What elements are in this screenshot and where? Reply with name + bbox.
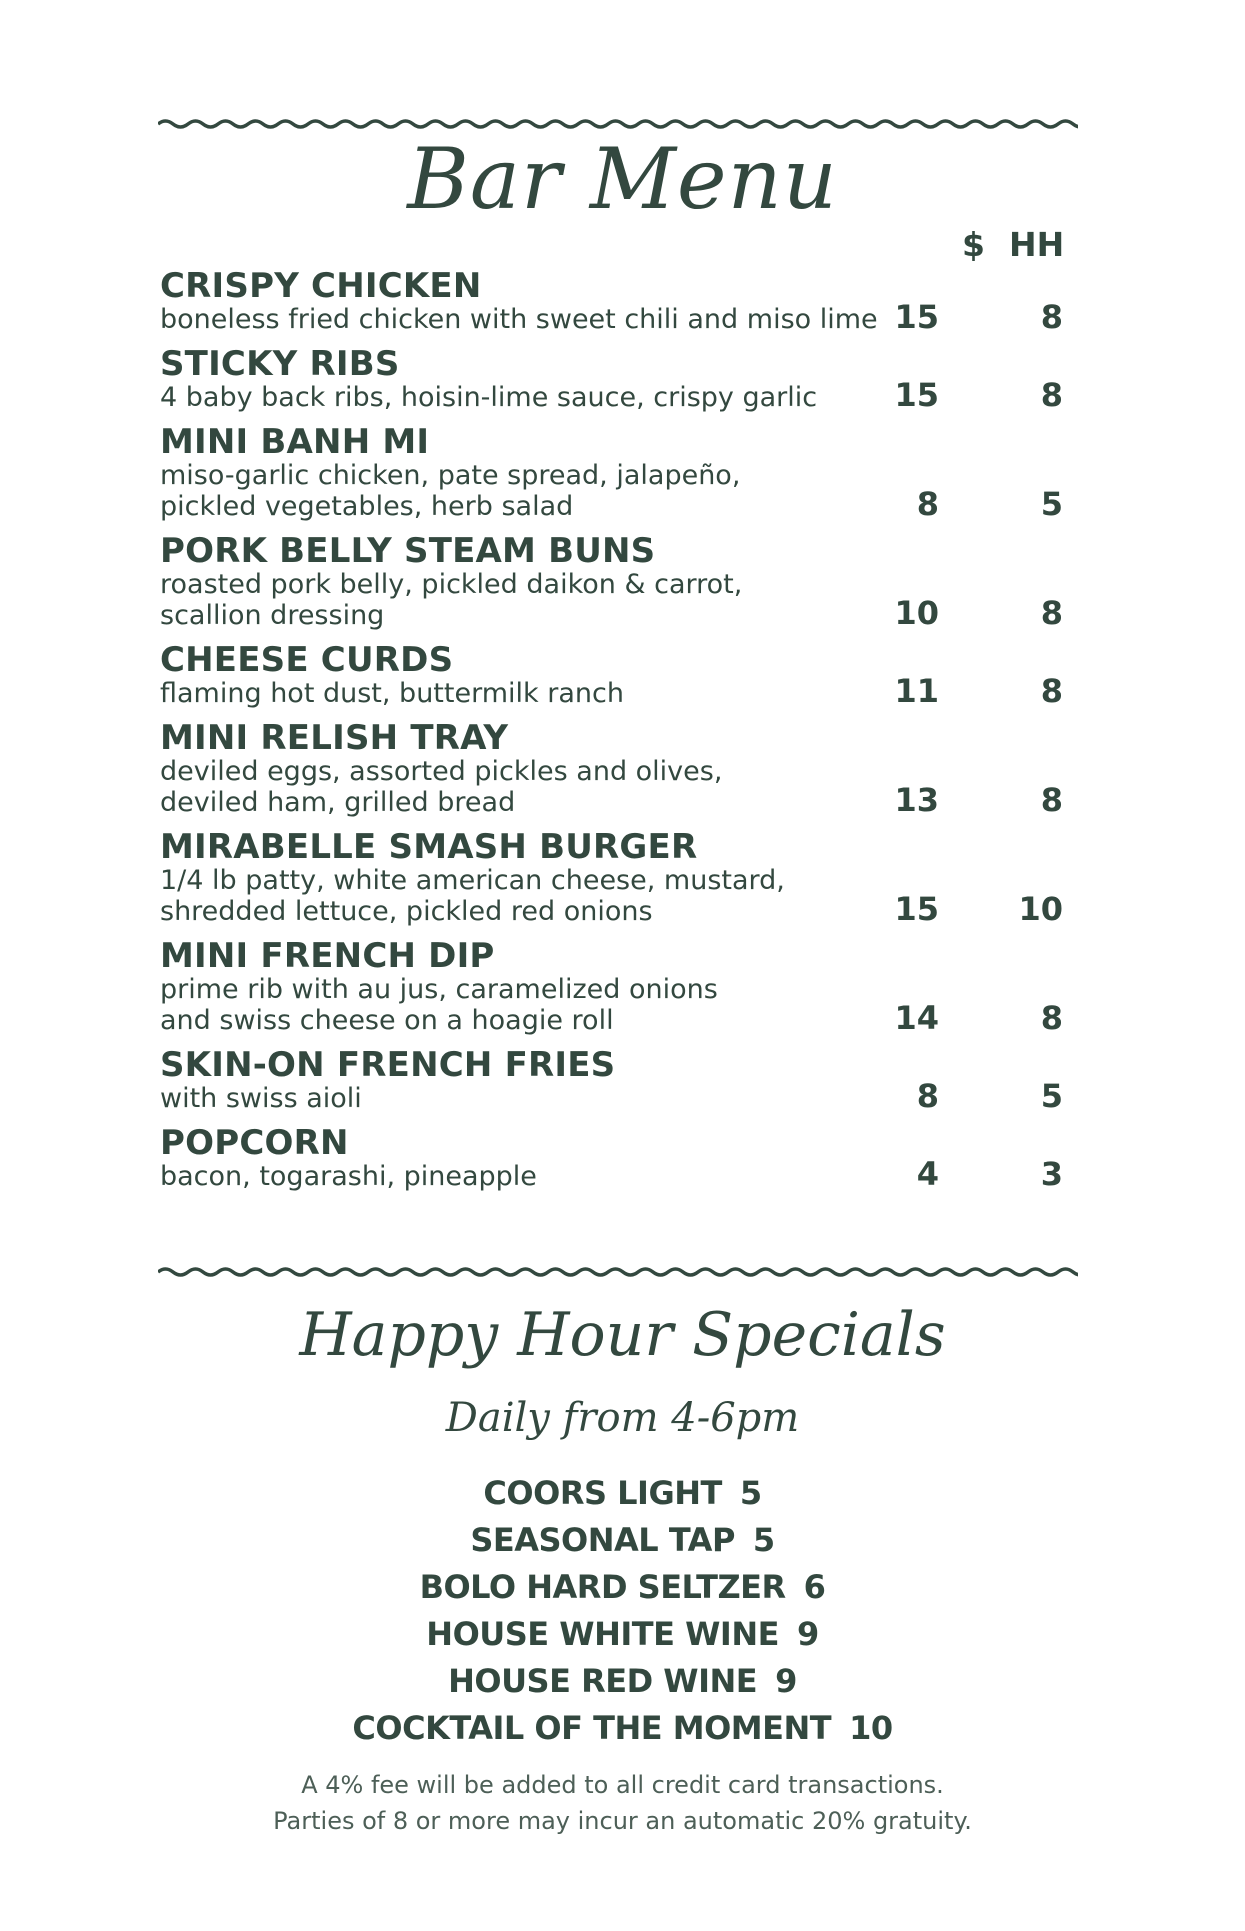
happy-hour-title: Happy Hour Specials — [299, 1300, 946, 1370]
item-description-line: with swiss aioli — [160, 1083, 362, 1114]
drink-price: 5 — [739, 1474, 762, 1512]
item-name: CHEESE CURDS — [160, 640, 454, 680]
item-name: MINI BANH MI — [160, 422, 430, 462]
menu-item — [160, 829, 1080, 927]
menu-item — [160, 346, 1080, 413]
item-description — [160, 1161, 930, 1192]
menu-item — [160, 424, 1080, 522]
item-description-line: prime rib with au jus, caramelized onions — [160, 974, 718, 1005]
drink-name: COORS LIGHT — [483, 1474, 722, 1512]
item-price: 8 — [916, 1077, 939, 1115]
drink-price: 10 — [849, 1709, 893, 1747]
item-name: MINI RELISH TRAY — [160, 718, 509, 758]
item-hh-price: 10 — [1018, 890, 1063, 928]
item-hh-price: 5 — [1040, 1077, 1063, 1115]
item-description-line: bacon, togarashi, pineapple — [160, 1161, 537, 1192]
drink-price: 9 — [796, 1615, 819, 1653]
menu-item — [160, 1125, 1080, 1192]
wave-line — [158, 121, 1078, 127]
item-price: 4 — [916, 1155, 939, 1193]
item-name: STICKY RIBS — [160, 344, 400, 384]
drink-item — [0, 1564, 1245, 1611]
drink-price: 9 — [775, 1662, 797, 1700]
wave-line — [158, 1269, 1078, 1275]
item-description-line: and swiss cheese on a hoagie roll — [160, 1005, 614, 1036]
happy-hour-column-header: HH — [1009, 225, 1065, 264]
item-description-line: scallion dressing — [160, 600, 385, 631]
menu-item — [160, 1047, 1080, 1114]
drink-item — [0, 1658, 1245, 1705]
item-description — [160, 569, 930, 631]
item-description-line: 1/4 lb patty, white american cheese, mustard, — [160, 865, 785, 896]
item-price: 10 — [894, 594, 939, 632]
item-description-line: roasted pork belly, pickled daikon & carrot, — [160, 569, 743, 600]
item-price: 15 — [894, 890, 939, 928]
drink-item — [0, 1611, 1245, 1658]
menu-title: Bar Menu — [407, 130, 838, 228]
drink-item — [0, 1470, 1245, 1517]
drink-name: BOLO HARD SELTZER — [419, 1568, 786, 1606]
item-price: 13 — [894, 781, 939, 819]
item-hh-price: 8 — [1040, 672, 1063, 710]
drink-name: HOUSE WHITE WINE — [426, 1615, 779, 1653]
price-column-header: $ — [962, 225, 985, 264]
item-description — [160, 460, 930, 522]
menu-item — [160, 642, 1080, 709]
footer-notes — [0, 1767, 1245, 1839]
item-price: 15 — [894, 376, 939, 414]
happy-hour-drinks-list — [0, 1470, 1245, 1752]
item-description — [160, 974, 930, 1036]
item-price: 14 — [894, 999, 939, 1037]
happy-hour-subtitle: Daily from 4-6pm — [445, 1395, 800, 1441]
item-description — [160, 865, 930, 927]
item-name: MIRABELLE SMASH BURGER — [160, 827, 698, 867]
item-name: POPCORN — [160, 1123, 349, 1163]
item-name: MINI FRENCH DIP — [160, 936, 495, 976]
item-hh-price: 8 — [1040, 594, 1063, 632]
item-description — [160, 1083, 930, 1114]
item-name: CRISPY CHICKEN — [160, 266, 482, 306]
menu-items-list — [160, 268, 1080, 1203]
item-description — [160, 678, 930, 709]
drink-name: SEASONAL TAP — [470, 1521, 735, 1559]
item-price: 8 — [916, 485, 939, 523]
item-hh-price: 5 — [1040, 485, 1063, 523]
item-description — [160, 382, 930, 413]
item-hh-price: 8 — [1040, 298, 1063, 336]
item-description-line: boneless fried chicken with sweet chili and miso lime — [160, 304, 878, 335]
item-price: 11 — [894, 672, 939, 710]
menu-item — [160, 268, 1080, 335]
item-hh-price: 3 — [1040, 1155, 1063, 1193]
menu-item — [160, 720, 1080, 818]
drink-name: HOUSE RED WINE — [448, 1662, 758, 1700]
drink-item — [0, 1705, 1245, 1752]
item-description-line: deviled ham, grilled bread — [160, 787, 516, 818]
menu-item — [160, 938, 1080, 1036]
item-name: SKIN-ON FRENCH FRIES — [160, 1045, 616, 1085]
item-description-line: 4 baby back ribs, hoisin-lime sauce, crispy garlic — [160, 382, 818, 413]
credit-card-fee-note: A 4% fee will be added to all credit card transactions. — [301, 1771, 944, 1799]
item-description-line: miso-garlic chicken, pate spread, jalapeño, — [160, 460, 741, 491]
item-hh-price: 8 — [1040, 999, 1063, 1037]
drink-price: 6 — [803, 1568, 826, 1606]
item-name: PORK BELLY STEAM BUNS — [160, 531, 656, 571]
drink-price: 5 — [752, 1521, 775, 1559]
item-price: 15 — [894, 298, 939, 336]
item-description-line: flaming hot dust, buttermilk ranch — [160, 678, 624, 709]
item-description — [160, 304, 930, 335]
drink-name: COCKTAIL OF THE MOMENT — [352, 1709, 832, 1747]
item-description-line: shredded lettuce, pickled red onions — [160, 896, 653, 927]
middle-wave-divider — [158, 1262, 1078, 1282]
drink-item — [0, 1517, 1245, 1564]
item-hh-price: 8 — [1040, 781, 1063, 819]
item-description-line: pickled vegetables, herb salad — [160, 491, 574, 522]
item-description-line: deviled eggs, assorted pickles and olives, — [160, 756, 723, 787]
menu-item — [160, 533, 1080, 631]
gratuity-note: Parties of 8 or more may incur an automatic 20% gratuity. — [273, 1807, 972, 1835]
item-description — [160, 756, 930, 818]
item-hh-price: 8 — [1040, 376, 1063, 414]
